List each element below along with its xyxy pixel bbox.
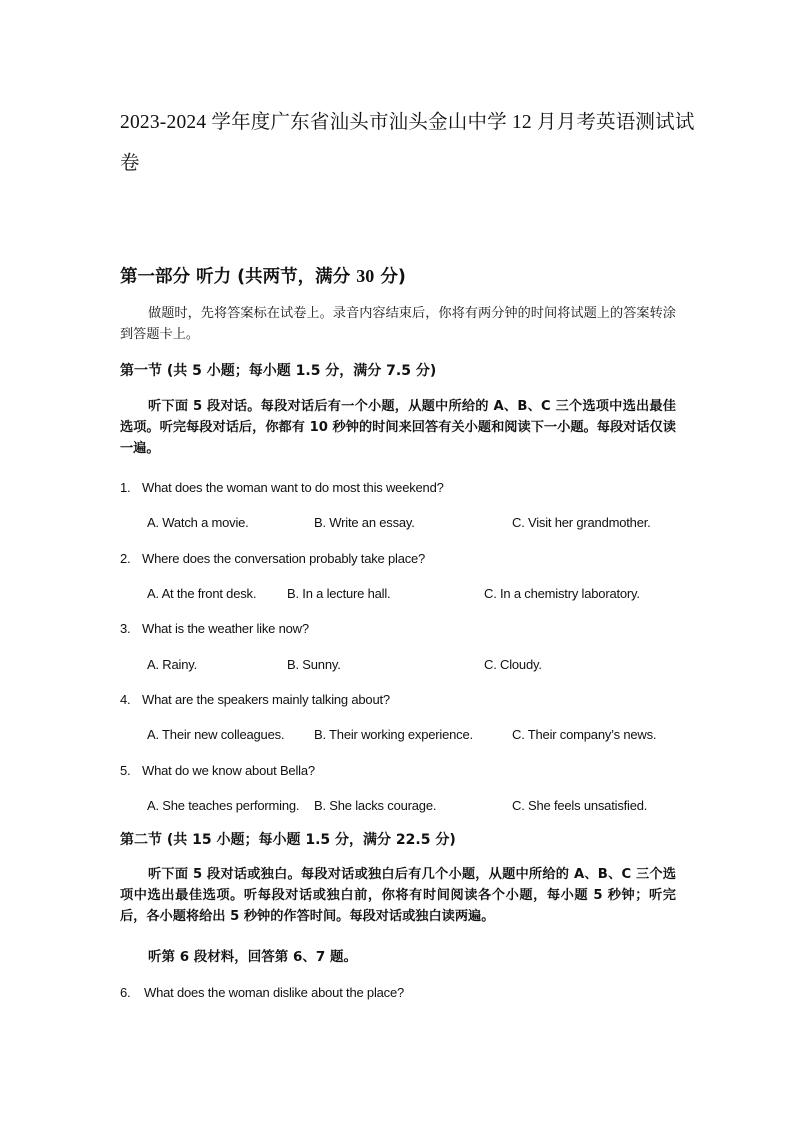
q3-option-a: A. Rainy. xyxy=(147,657,197,672)
question-text: What are the speakers mainly talking about? xyxy=(142,692,390,707)
question-number: 1. xyxy=(120,480,131,495)
section2-sub-instruction: 听第 6 段材料，回答第 6、7 题。 xyxy=(148,949,357,965)
question-number: 6. xyxy=(120,985,131,1000)
section1-instructions: 听下面 5 段对话。每段对话后有一个小题，从题中所给的 A、B、C 三个选项中选出最佳选项。听完每段对话后，你都有 10 秒钟的时间来回答有关小题和阅读下一小题。每段对话仅读一遍。 xyxy=(120,399,676,456)
q2-option-c: C. In a chemistry laboratory. xyxy=(484,586,640,601)
q3-option-c: C. Cloudy. xyxy=(484,657,542,672)
question-number: 4. xyxy=(120,692,131,707)
question-text: What does the woman want to do most this weekend? xyxy=(142,480,444,495)
part1-heading: 第一部分 听力 (共两节，满分 30 分) xyxy=(120,266,406,287)
question-text: What does the woman dislike about the place? xyxy=(144,985,405,1000)
q4-option-c: C. Their company’s news. xyxy=(512,727,657,742)
q5-option-b: B. She lacks courage. xyxy=(314,798,437,813)
question-4 xyxy=(120,692,390,707)
question-3 xyxy=(120,621,309,636)
section2-heading: 第二节 (共 15 小题；每小题 1.5 分，满分 22.5 分) xyxy=(120,832,456,848)
question-number: 5. xyxy=(120,763,131,778)
q4-option-a: A. Their new colleagues. xyxy=(147,727,285,742)
q5-option-c: C. She feels unsatisfied. xyxy=(512,798,648,813)
q1-option-c: C. Visit her grandmother. xyxy=(512,515,651,530)
q2-option-b: B. In a lecture hall. xyxy=(287,586,391,601)
question-5 xyxy=(120,763,315,778)
title-line-2: 卷 xyxy=(120,153,140,174)
title-line-1: 2023-2024 学年度广东省汕头市汕头金山中学 12 月月考英语测试试 xyxy=(120,112,695,133)
question-text: Where does the conversation probably take place? xyxy=(142,551,426,566)
section1-heading: 第一节 (共 5 小题；每小题 1.5 分，满分 7.5 分) xyxy=(120,363,437,379)
question-2 xyxy=(120,551,425,566)
q3-option-b: B. Sunny. xyxy=(287,657,341,672)
question-number: 3. xyxy=(120,621,131,636)
q2-option-a: A. At the front desk. xyxy=(147,586,257,601)
question-6 xyxy=(120,985,404,1000)
question-text: What is the weather like now? xyxy=(142,621,309,636)
q5-option-a: A. She teaches performing. xyxy=(147,798,300,813)
question-1 xyxy=(120,480,444,495)
q4-option-b: B. Their working experience. xyxy=(314,727,473,742)
section2-instructions: 听下面 5 段对话或独白。每段对话或独白后有几个小题，从题中所给的 A、B、C 三个选项中选出最佳选项。听每段对话或独白前，你将有时间阅读各个小题，每小题 5 秒钟；听完后，各小题将给出 5 秒钟的作答时间。每段对话或独白读两遍。 xyxy=(120,867,676,924)
part1-instructions: 做题时，先将答案标在试卷上。录音内容结束后，你将有两分钟的时间将试题上的答案转涂到答题卡上。 xyxy=(120,306,676,342)
question-text: What do we know about Bella? xyxy=(142,763,315,778)
q1-option-a: A. Watch a movie. xyxy=(147,515,249,530)
question-number: 2. xyxy=(120,551,131,566)
q1-option-b: B. Write an essay. xyxy=(314,515,415,530)
